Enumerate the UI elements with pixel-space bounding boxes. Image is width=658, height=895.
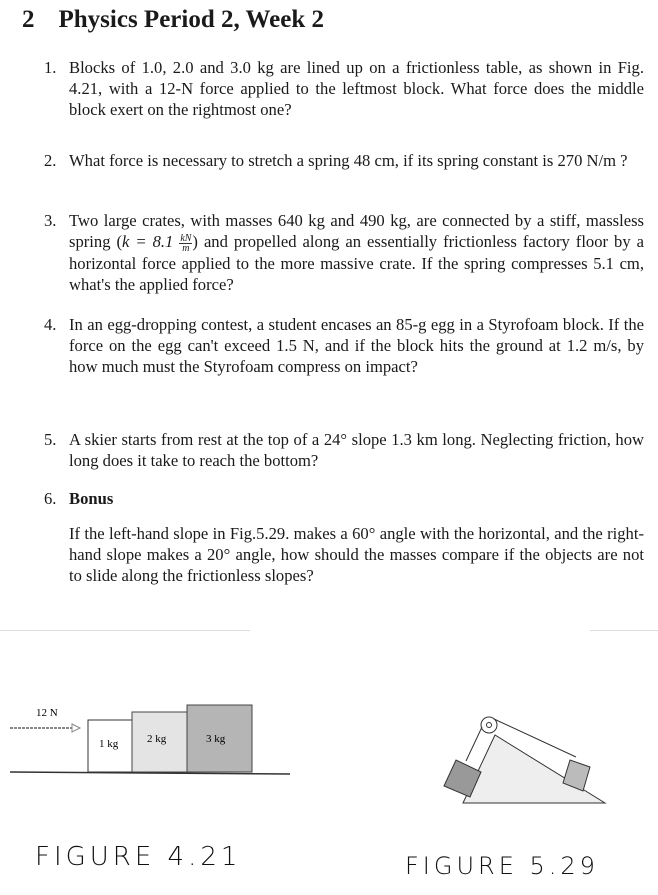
section-heading: [22, 6, 324, 34]
problem-2: [44, 150, 644, 171]
figure-5-29: [430, 705, 630, 815]
problem-4: [44, 314, 644, 377]
text-part: ) and propelled along an essentially frictionless factory floor by a horizontal force applied to the more massive crate. If the spring compresses 5.1 cm, what's the applied force?: [69, 232, 644, 294]
unit-fraction: [179, 234, 192, 253]
figure-5-29-caption: FIGURE 5.29: [405, 852, 599, 880]
spring-constant: k = 8.1: [122, 232, 174, 251]
problem-text: [69, 210, 644, 295]
divider: [0, 630, 250, 631]
unit-numerator: kN: [180, 232, 192, 244]
block-label: 2 kg: [147, 733, 167, 745]
unit-denominator: m: [182, 242, 190, 254]
problem-5: [44, 429, 644, 471]
block-label: 1 kg: [99, 738, 119, 750]
problem-number: 2.: [44, 151, 57, 170]
problem-number: 1.: [44, 58, 57, 77]
problem-text: If the left-hand slope in Fig.5.29. makes a 60° angle with the horizontal, and the right-hand slope makes a 20° angle, how should the masses compare if the objects are not to slide along the frictionless slopes?: [69, 524, 644, 585]
problem-6: [44, 488, 644, 586]
problem-number: 5.: [44, 430, 57, 449]
figure-4-21-caption: FIGURE 4.21: [35, 842, 242, 872]
problem-3: [44, 210, 644, 295]
problem-text: A skier starts from rest at the top of a 24° slope 1.3 km long. Neglecting friction, how long does it take to reach the bottom?: [69, 430, 644, 470]
problem-number: 3.: [44, 211, 57, 230]
problem-number: 4.: [44, 315, 57, 334]
problem-text: Blocks of 1.0, 2.0 and 3.0 kg are lined up on a frictionless table, as shown in Fig. 4.21, with a 12-N force applied to the leftmost block. What force does the middle block exert on the rightmost one?: [69, 58, 644, 119]
rope-left: [466, 727, 482, 761]
text-part: Two large crates, with masses 640 kg and 490 kg, are connected by a stiff, massless spring (: [69, 211, 644, 251]
section-number: 2: [22, 6, 35, 33]
arrow-head: [72, 724, 80, 732]
problem-1: [44, 57, 644, 120]
divider: [590, 630, 658, 631]
force-label: 12 N: [36, 707, 58, 719]
problem-text: What force is necessary to stretch a spring 48 cm, if its spring constant is 270 N/m ?: [69, 151, 628, 170]
problem-text: In an egg-dropping contest, a student encases an 85-g egg in a Styrofoam block. If the force on the egg can't exceed 1.5 N, and if the block hits the ground at 1.2 m/s, by how much must the Styrofoam compress on impact?: [69, 315, 644, 376]
block-label: 3 kg: [206, 733, 226, 745]
figure-4-21: [0, 700, 300, 780]
section-title: Physics Period 2, Week 2: [58, 6, 325, 33]
problem-number: 6.: [44, 489, 57, 508]
bonus-title: Bonus: [69, 489, 114, 508]
